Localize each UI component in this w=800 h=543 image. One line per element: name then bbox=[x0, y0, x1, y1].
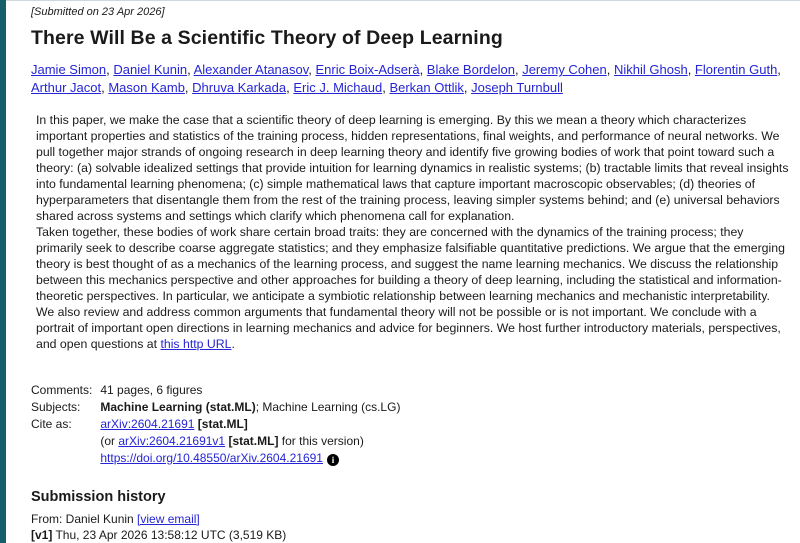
author-link[interactable]: Blake Bordelon bbox=[426, 62, 515, 77]
abstract-http-url-link[interactable]: this http URL bbox=[160, 336, 232, 351]
abstract-text bbox=[36, 112, 792, 352]
version-suffix: for this version) bbox=[278, 433, 364, 448]
info-icon[interactable]: i bbox=[327, 454, 339, 466]
doi-link[interactable]: https://doi.org/10.48550/arXiv.2604.21691 bbox=[100, 450, 323, 465]
author-link[interactable]: Mason Kamb bbox=[108, 80, 185, 96]
submission-v1-line bbox=[31, 527, 792, 543]
cite-as-label: Cite as: bbox=[31, 416, 72, 431]
subjects-row bbox=[31, 399, 400, 416]
subjects-primary: Machine Learning (stat.ML) bbox=[100, 399, 256, 414]
subjects-value bbox=[100, 399, 400, 416]
cite-category: [stat.ML] bbox=[197, 416, 248, 431]
abstract-paragraph-2: Taken together, these bodies of work share certain broad traits: they are concerned with the dynamics of the training process; they primarily seek to describe coarse aggregate statistics; and they emphasize falsifiable quantitative predictions. We argue that the emerging theory is best thought of as a mechanics of the learning process, and suggest the name learning mechanics. We discuss the relationship between this mechanics perspective and other approaches for building a theory of deep learning, including the statistical and information-theoretic perspectives. In particular, we anticipate a symbiotic relationship between learning mechanics and mechanistic interpretability. bbox=[36, 224, 785, 303]
top-divider bbox=[0, 0, 800, 1]
left-accent-bar bbox=[0, 0, 6, 543]
view-email-link[interactable]: [view email] bbox=[137, 511, 200, 526]
author-link[interactable]: Enric Boix-Adserà bbox=[315, 62, 420, 77]
subjects-rest: ; Machine Learning (cs.LG) bbox=[255, 399, 401, 414]
v1-tag: [v1] bbox=[31, 527, 53, 542]
comments-label: Comments: bbox=[31, 382, 93, 397]
author-link[interactable]: Daniel Kunin bbox=[113, 62, 188, 77]
author-link[interactable]: Joseph Turnbull bbox=[471, 80, 563, 96]
v1-text: Thu, 23 Apr 2026 13:58:12 UTC (3,519 KB) bbox=[52, 527, 287, 542]
author-link[interactable]: Dhruva Karkada bbox=[192, 80, 287, 96]
submission-from-line bbox=[31, 511, 792, 527]
author-link[interactable]: Arthur Jacot bbox=[31, 80, 102, 96]
author-link[interactable]: Nikhil Ghosh bbox=[613, 62, 688, 77]
abstract-paragraph-3-text: We also review and address common arguments that fundamental theory will not be possible or is not important. We conclude with a portrait of important open directions in learning mechanics and advice for beginners. We host further introductory materials, perspectives, and open questions at bbox=[36, 304, 781, 351]
doi-row bbox=[31, 450, 400, 467]
comments-row bbox=[31, 382, 400, 399]
author-link[interactable]: Berkan Ottlik bbox=[389, 80, 464, 96]
version-row bbox=[31, 433, 400, 450]
author-link[interactable]: Eric J. Michaud bbox=[293, 80, 383, 96]
from-text: From: Daniel Kunin bbox=[31, 511, 138, 526]
subjects-label: Subjects: bbox=[31, 399, 81, 414]
arxiv-id-link[interactable]: arXiv:2604.21691 bbox=[100, 416, 195, 431]
paper-title: There Will Be a Scientific Theory of Deep Learning bbox=[31, 27, 503, 49]
version-value bbox=[100, 433, 400, 450]
cite-as-row bbox=[31, 416, 400, 433]
author-link[interactable]: Jamie Simon bbox=[31, 62, 107, 77]
comments-value: 41 pages, 6 figures bbox=[100, 382, 203, 397]
submission-history-heading: Submission history bbox=[31, 488, 166, 505]
author-link[interactable]: Florentin Guth bbox=[694, 62, 778, 77]
author-link[interactable]: Alexander Atanasov bbox=[193, 62, 309, 77]
abstract-paragraph-3 bbox=[36, 304, 792, 352]
abstract-paragraph-1: In this paper, we make the case that a scientific theory of deep learning is emerging. By this we mean a theory which characterizes important properties and statistics of the training process, hidden representations, final weights, and performance of neural networks. We pull together major strands of ongoing research in deep learning theory and identify five growing bodies of work that point toward such a theory: (a) solvable idealized settings that provide intuition for learning dynamics in realistic systems; (b) tractable limits that reveal insights into fundamental learning phenomena; (c) simple mathematical laws that capture important macroscopic observables; (d) theories of hyperparameters that disentangle them from the rest of the training process, leaving simpler systems behind; and (e) universal behaviors shared across systems and settings which clarify which phenomena call for explanation. bbox=[36, 112, 789, 223]
version-category: [stat.ML] bbox=[228, 433, 279, 448]
arxiv-version-link[interactable]: arXiv:2604.21691v1 bbox=[118, 433, 226, 448]
authors-list: Jamie Simon, Daniel Kunin, Alexander Atanasov, Enric Boix-Adserà, Blake Bordelon, Jeremy Cohen, Nikhil Ghosh, Florentin Guth, Arthur Jacot, Mason Kamb, Dhruva Karkada, Eric J. Michaud, Berkan Ottlik, Joseph Turnbull bbox=[31, 62, 781, 96]
doi-value bbox=[100, 450, 400, 467]
submitted-date: [Submitted on 23 Apr 2026] bbox=[31, 6, 165, 18]
author-link[interactable]: Jeremy Cohen bbox=[522, 62, 607, 77]
abstract-paragraph-3-period: . bbox=[231, 336, 235, 351]
metadata-table bbox=[31, 382, 400, 467]
cite-as-value bbox=[100, 416, 400, 433]
version-prefix: (or bbox=[100, 433, 119, 448]
abstract-page bbox=[31, 0, 792, 543]
